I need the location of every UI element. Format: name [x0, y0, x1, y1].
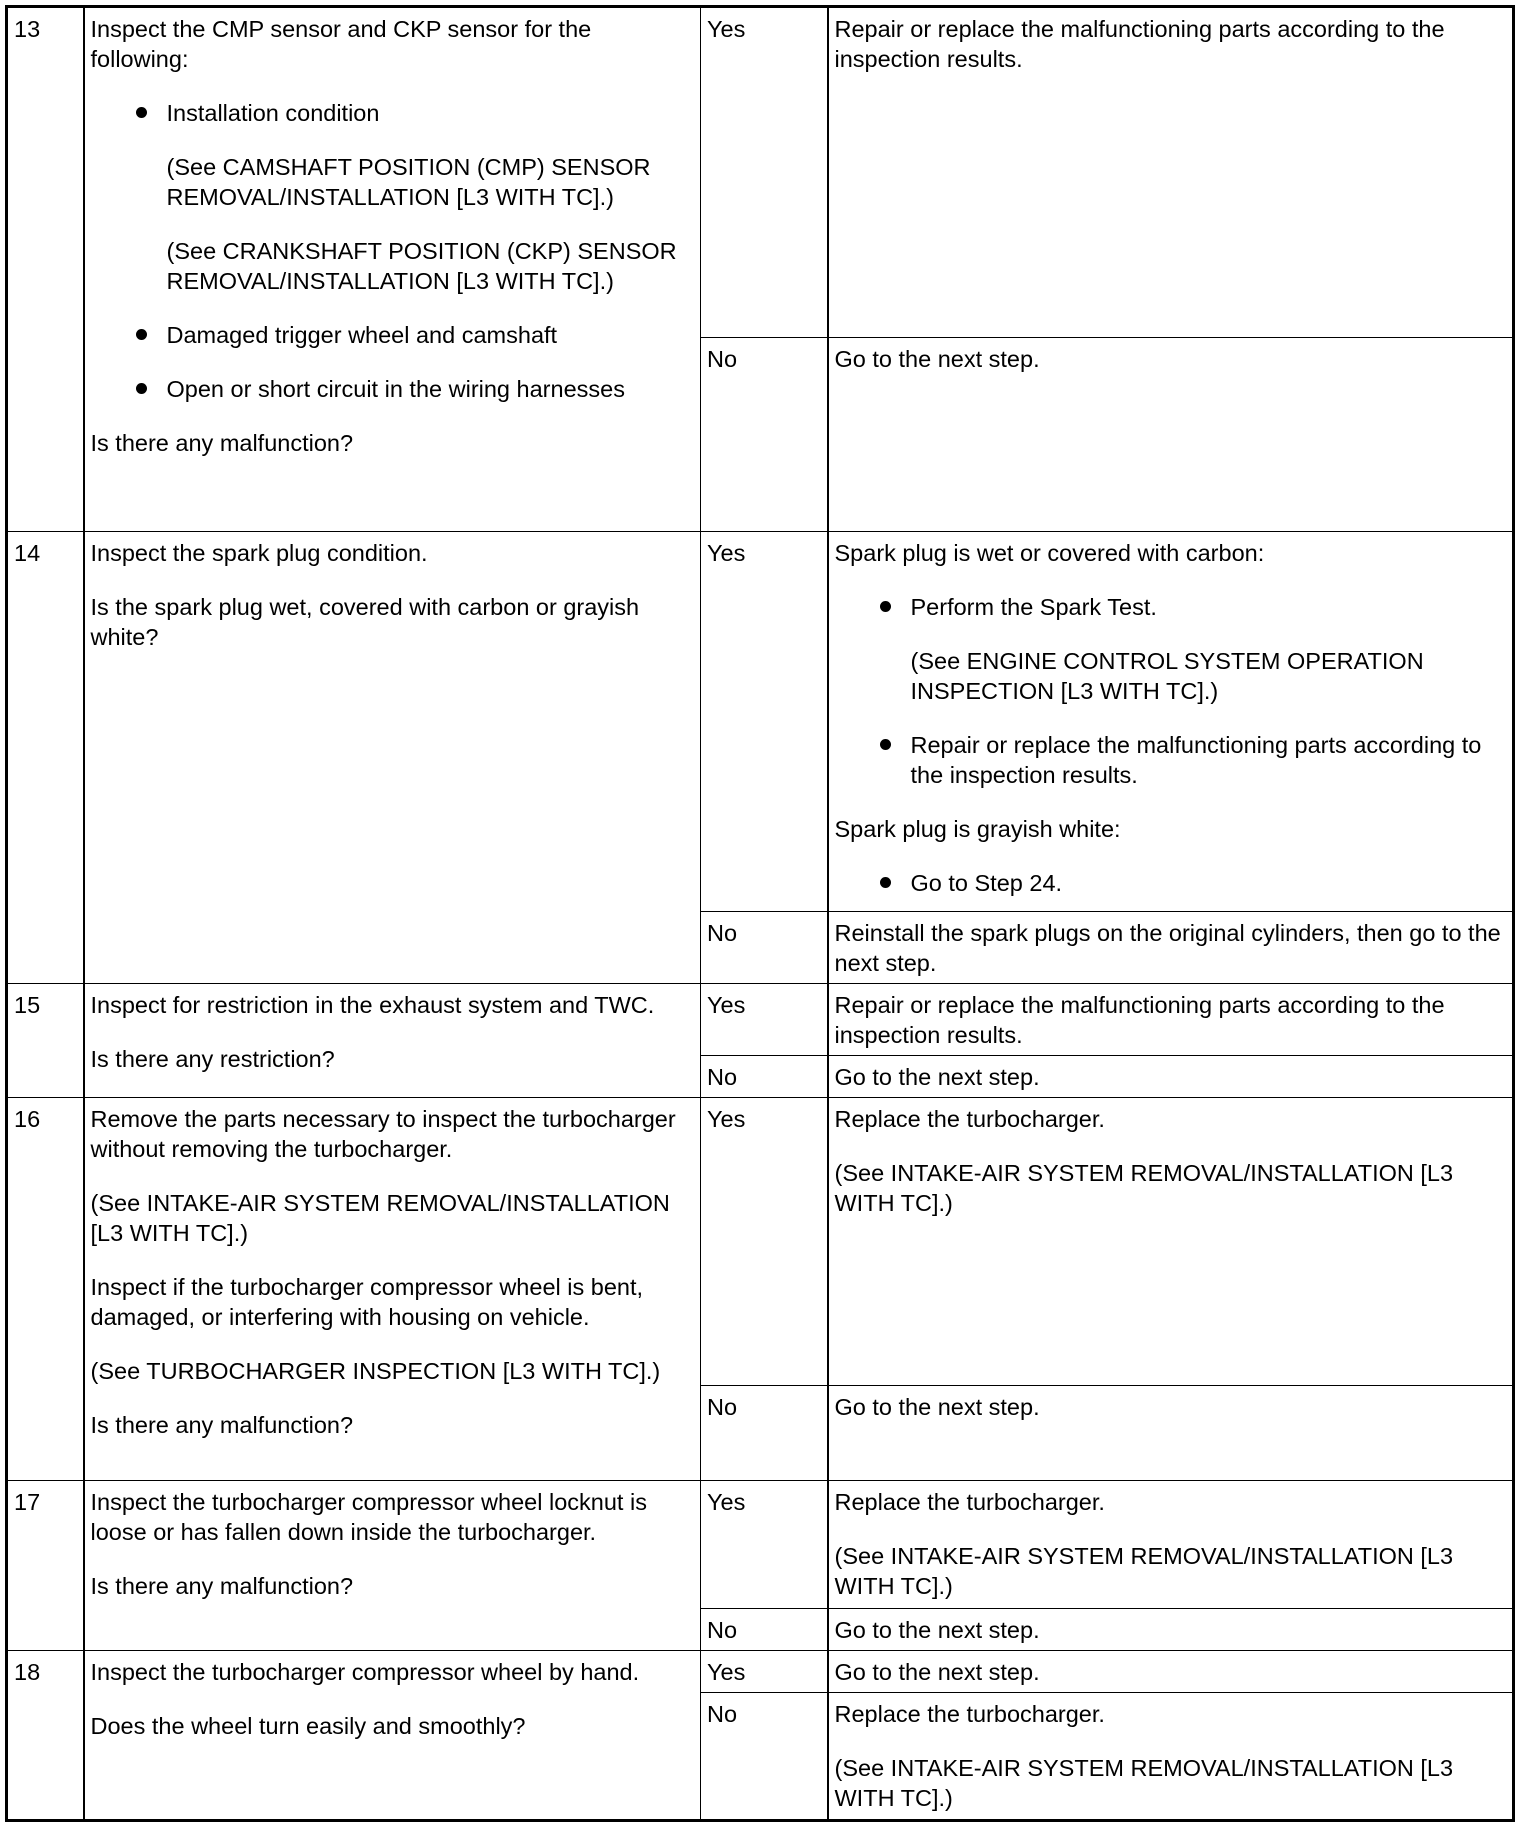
- no-result: Go to the next step.: [828, 1609, 1514, 1651]
- action-intro: Inspect for restriction in the exhaust system and TWC.: [90, 992, 655, 1018]
- no-result: Go to the next step.: [828, 338, 1514, 532]
- no-result: [828, 1693, 1514, 1821]
- bullet-text: Perform the Spark Test.: [910, 594, 1157, 620]
- step-number: 13: [7, 7, 84, 532]
- yes-label: Yes: [701, 984, 828, 1056]
- bullet-text: Installation condition: [166, 100, 380, 126]
- list-item: Go to Step 24.: [911, 868, 1507, 898]
- step-number: 14: [7, 532, 84, 984]
- condition-heading: Spark plug is wet or covered with carbon:: [834, 540, 1265, 566]
- action-intro: Inspect the turbocharger compressor wheel locknut is loose or has fallen down inside the turbocharger.: [90, 1489, 647, 1545]
- yes-label: Yes: [701, 1098, 828, 1386]
- table-row: [7, 984, 1514, 1056]
- reference-text: (See INTAKE-AIR SYSTEM REMOVAL/INSTALLATION [L3 WITH TC].): [834, 1755, 1454, 1811]
- reference-text: (See INTAKE-AIR SYSTEM REMOVAL/INSTALLATION [L3 WITH TC].): [834, 1160, 1454, 1216]
- result-text: Replace the turbocharger.: [834, 1489, 1105, 1515]
- step-number: 15: [7, 984, 84, 1098]
- question-text: Is there any malfunction?: [90, 1573, 354, 1599]
- reference-text: (See CRANKSHAFT POSITION (CKP) SENSOR REMOVAL/INSTALLATION [L3 WITH TC].): [166, 238, 677, 294]
- action-intro: Remove the parts necessary to inspect the turbocharger without removing the turbocharger.: [90, 1106, 676, 1162]
- table-row: [7, 1481, 1514, 1609]
- no-label: No: [701, 912, 828, 984]
- list-item: [167, 98, 695, 296]
- yes-label: Yes: [701, 532, 828, 912]
- list-item: Damaged trigger wheel and camshaft: [167, 320, 695, 350]
- action-cell: [84, 1481, 701, 1651]
- yes-result: Repair or replace the malfunctioning parts according to the inspection results.: [828, 984, 1514, 1056]
- no-label: No: [701, 1609, 828, 1651]
- action-cell: [84, 1651, 701, 1821]
- bullet-list: [835, 868, 1507, 898]
- result-text: Replace the turbocharger.: [834, 1106, 1105, 1132]
- result-text: Replace the turbocharger.: [834, 1701, 1105, 1727]
- reference-text: (See INTAKE-AIR SYSTEM REMOVAL/INSTALLATION [L3 WITH TC].): [90, 1190, 670, 1246]
- troubleshooting-table: [5, 5, 1515, 1822]
- bullet-list: [91, 98, 695, 404]
- action-cell: [84, 532, 701, 984]
- question-text: Is there any malfunction?: [90, 430, 354, 456]
- list-item: Repair or replace the malfunctioning parts according to the inspection results.: [911, 730, 1507, 790]
- yes-label: Yes: [701, 7, 828, 338]
- no-label: No: [701, 1693, 828, 1821]
- reference-text: (See INTAKE-AIR SYSTEM REMOVAL/INSTALLATION [L3 WITH TC].): [834, 1543, 1454, 1599]
- table-row: [7, 532, 1514, 912]
- condition-heading: Spark plug is grayish white:: [834, 816, 1121, 842]
- no-label: No: [701, 1056, 828, 1098]
- no-label: No: [701, 338, 828, 532]
- yes-result: [828, 1098, 1514, 1386]
- question-text: Is there any malfunction?: [90, 1412, 354, 1438]
- list-item: [911, 592, 1507, 706]
- action-cell: [84, 1098, 701, 1481]
- step-number: 16: [7, 1098, 84, 1481]
- yes-label: Yes: [701, 1481, 828, 1609]
- yes-label: Yes: [701, 1651, 828, 1693]
- inspect-text: Inspect if the turbocharger compressor wheel is bent, damaged, or interfering with housing on vehicle.: [90, 1274, 644, 1330]
- question-text: Is there any restriction?: [90, 1046, 335, 1072]
- action-intro: Inspect the spark plug condition.: [90, 540, 428, 566]
- table-row: [7, 1098, 1514, 1386]
- table-row: [7, 7, 1514, 338]
- reference-text: (See TURBOCHARGER INSPECTION [L3 WITH TC].): [90, 1358, 661, 1384]
- no-result: Go to the next step.: [828, 1056, 1514, 1098]
- no-result: Reinstall the spark plugs on the original cylinders, then go to the next step.: [828, 912, 1514, 984]
- step-number: 17: [7, 1481, 84, 1651]
- reference-text: (See ENGINE CONTROL SYSTEM OPERATION INSPECTION [L3 WITH TC].): [910, 648, 1424, 704]
- yes-result: [828, 532, 1514, 912]
- yes-result: Go to the next step.: [828, 1651, 1514, 1693]
- action-cell: [84, 984, 701, 1098]
- question-text: Is the spark plug wet, covered with carbon or grayish white?: [90, 594, 640, 650]
- question-text: Does the wheel turn easily and smoothly?: [90, 1713, 526, 1739]
- step-number: 18: [7, 1651, 84, 1821]
- no-result: Go to the next step.: [828, 1386, 1514, 1481]
- bullet-list: [835, 592, 1507, 790]
- reference-text: (See CAMSHAFT POSITION (CMP) SENSOR REMOVAL/INSTALLATION [L3 WITH TC].): [166, 154, 651, 210]
- list-item: Open or short circuit in the wiring harnesses: [167, 374, 695, 404]
- action-intro: Inspect the turbocharger compressor wheel by hand.: [90, 1659, 640, 1685]
- table-row: [7, 1651, 1514, 1693]
- action-intro: Inspect the CMP sensor and CKP sensor for the following:: [90, 16, 592, 72]
- action-cell: [84, 7, 701, 532]
- yes-result: [828, 1481, 1514, 1609]
- no-label: No: [701, 1386, 828, 1481]
- yes-result: Repair or replace the malfunctioning parts according to the inspection results.: [828, 7, 1514, 338]
